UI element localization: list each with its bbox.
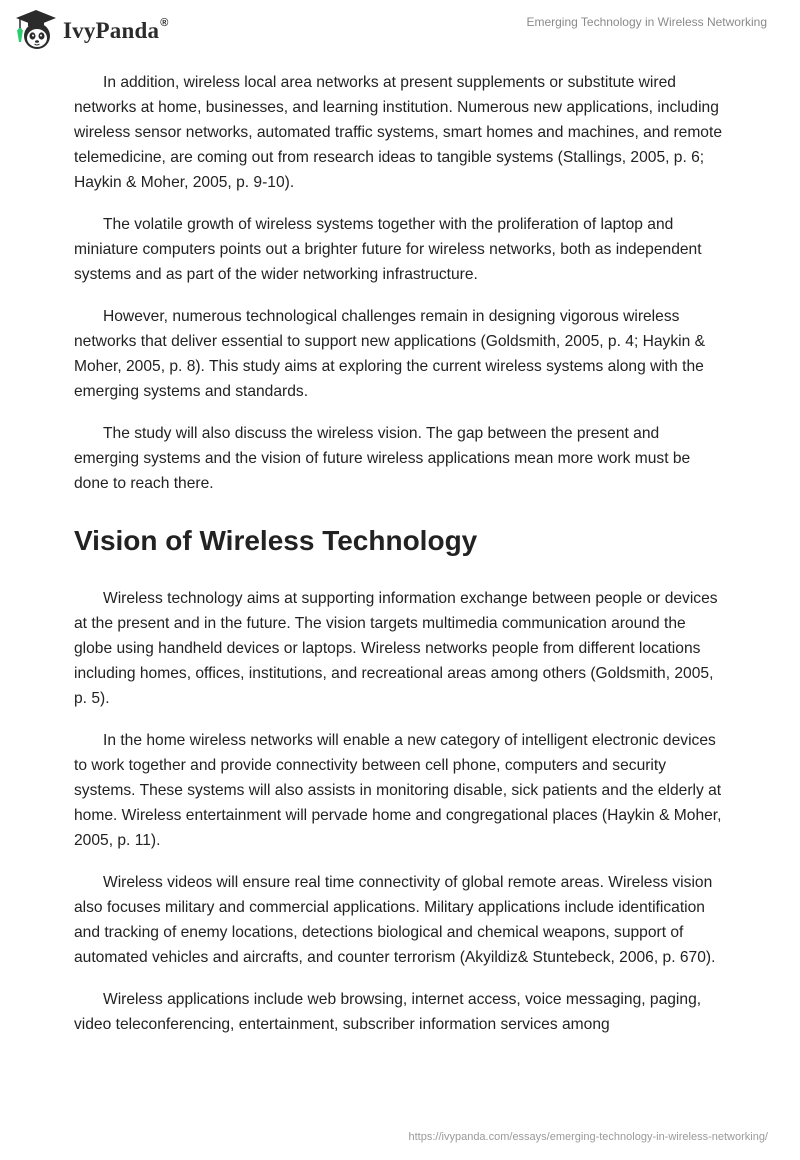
paragraph: Wireless technology aims at supporting information exchange between people or devices at the present and in the future. The vision targets multimedia communication around the globe using handheld devices or laptops. Wireless networks people from different locations including homes, offices, institutions, and recreational areas among others (Goldsmith, 2005, p. 5). — [74, 590, 718, 707]
paragraph: The study will also discuss the wireless vision. The gap between the present and emerging systems and the vision of future wireless applications mean more work must be done to reach there. — [74, 425, 691, 492]
paragraph: In addition, wireless local area networks at present supplements or substitute wired networks at home, businesses, and learning institution. Numerous new applications, including wireless sensor networks, automated traffic systems, smart homes and machines, and remote telemedicine, are coming out from research ideas to tangible systems (Stallings, 2005, p. 6; Haykin & Moher, 2005, p. 9-10). — [74, 74, 722, 191]
paragraph: However, numerous technological challenges remain in designing vigorous wireless networks that deliver essential to support new applications (Goldsmith, 2005, p. 4; Haykin & Moher, 2005, p. 8). This study aims at exploring the current wireless systems along with the emerging systems and standards. — [74, 308, 706, 400]
paragraph: In the home wireless networks will enable a new category of intelligent electronic devices to work together and provide connectivity between cell phone, computers and security systems. These systems will also assists in monitoring disable, sick patients and the elderly at home. Wireless entertainment will pervade home and congregational places (Haykin & Moher, 2005, p. 11). — [74, 732, 722, 849]
ivypanda-logo[interactable] — [14, 9, 169, 51]
registered-mark: ® — [160, 16, 169, 29]
paragraph: Wireless videos will ensure real time connectivity of global remote areas. Wireless vision also focuses military and commercial applications. Military applications include identification and tracking of enemy locations, detections biological and chemical weapons, support of automated vehicles and aircrafts, and counter terrorism (Akyildiz& Stuntebeck, 2006, p. 670). — [74, 874, 716, 966]
source-url[interactable]: https://ivypanda.com/essays/emerging-technology-in-wireless-networking/ — [408, 1131, 768, 1143]
page-header — [0, 0, 800, 60]
brand-name: IvyPanda® — [63, 16, 169, 43]
paragraph: The volatile growth of wireless systems together with the proliferation of laptop and miniature computers points out a brighter future for wireless networks, both as independent systems and as part of the wider networking infrastructure. — [74, 216, 702, 283]
essay-body — [74, 70, 724, 1054]
section-heading: Vision of Wireless Technology — [74, 525, 478, 556]
panda-graduate-icon — [14, 9, 58, 51]
paragraph: Wireless applications include web browsing, internet access, voice messaging, paging, video teleconferencing, entertainment, subscriber information services among — [74, 991, 702, 1033]
document-title: Emerging Technology in Wireless Networking — [526, 15, 767, 29]
